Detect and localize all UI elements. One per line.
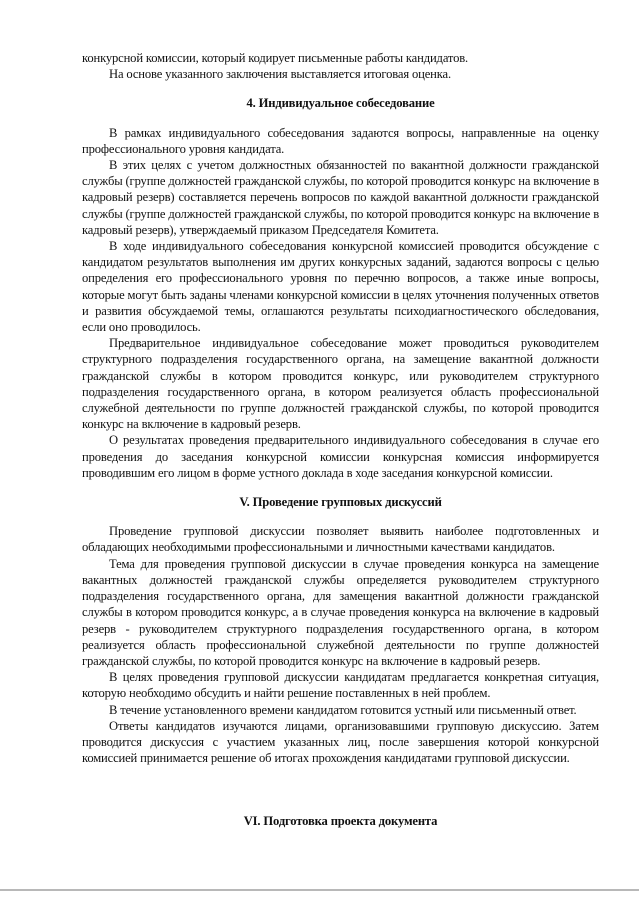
intro-line-2: На основе указанного заключения выставляется итоговая оценка. (109, 67, 451, 82)
section-5-paragraph-2: Тема для проведения групповой дискуссии в случае проведения конкурса на замещение вакантных должностей гражданской службы определяется руководителем структурного подразделения государственного органа, для замещения вакантной должности гражданской службы в котором проводится конкурс, а в случае проведения конкурса на включение в кадровый резерв - руководителем структурного подразделения государственного органа, в котором реализуется область профессиональной служебной деятельности по группе должностей гражданской службы, по которой проводится конкурс на включение в кадровый резерв. (82, 556, 599, 668)
scan-edge-rule (0, 889, 639, 891)
section-5-paragraph-4: В течение установленного времени кандидатом готовится устный или письменный ответ. (109, 702, 577, 717)
section-5-paragraph-5: Ответы кандидатов изучаются лицами, организовавшими групповую дискуссию. Затем проводится дискуссия с участием указанных лиц, после завершения которой конкурсной комиссией принимается решение об итогах прохождения кандидатами групповой дискуссии. (82, 718, 599, 766)
section-4-paragraph-3: В ходе индивидуального собеседования конкурсной комиссией проводится обсуждение с кандидатом результатов выполнения им других конкурсных заданий, задаются вопросы с целью определения его профессионального уровня по перечню вопросов, а также иные вопросы, которые могут быть заданы членами конкурсной комиссии в целях уточнения полученных ответов и развития обсуждаемой темы, оглашаются результаты психодиагностического обследования, если оно проводилось. (82, 239, 599, 335)
section-4-paragraph-4: Предварительное индивидуальное собеседование может проводиться руководителем структурного подразделения государственного органа, на замещение вакантной должности гражданской службы в котором проводится конкурс, или руководителем структурного подразделения государственного органа, в котором реализуется область профессиональной служебной деятельности по группе должностей гражданской службы, по которой проводится конкурс на включение в кадровый резерв. (82, 336, 599, 432)
document-page (82, 50, 599, 830)
section-5-heading: V. Проведение групповых дискуссий (239, 495, 442, 510)
section-5-paragraph-1: Проведение групповой дискуссии позволяет выявить наиболее подготовленных и обладающих необходимыми профессиональными и личностными качествами кандидатов. (82, 524, 599, 555)
section-4-paragraph-1: В рамках индивидуального собеседования задаются вопросы, направленные на оценку профессионального уровня кандидата. (82, 125, 599, 156)
section-5-paragraph-3: В целях проведения групповой дискуссии кандидатам предлагается конкретная ситуация, которую необходимо обсудить и найти решение поставленных в ней проблем. (82, 670, 599, 701)
section-4-paragraph-2: В этих целях с учетом должностных обязанностей по вакантной должности гражданской службы (группе должностей гражданской службы, по которой проводится конкурс на включение в кадровый резерв) составляется перечень вопросов по каждой вакантной должности гражданской службы (группе должностей гражданской службы, по которой проводится конкурс на включение в кадровый резерв), утверждаемый приказом Председателя Комитета. (82, 158, 599, 237)
section-6-heading: VI. Подготовка проекта документа (243, 814, 438, 829)
section-4-heading: 4. Индивидуальное собеседование (246, 96, 435, 111)
intro-line-1: конкурсной комиссии, который кодирует письменные работы кандидатов. (82, 51, 469, 65)
section-4-paragraph-5: О результатах проведения предварительного индивидуального собеседования в случае его проведения до заседания конкурсной комиссии конкурсная комиссия информируется проводившим его лицом в форме устного доклада в ходе заседания конкурсной комиссии. (82, 433, 599, 480)
